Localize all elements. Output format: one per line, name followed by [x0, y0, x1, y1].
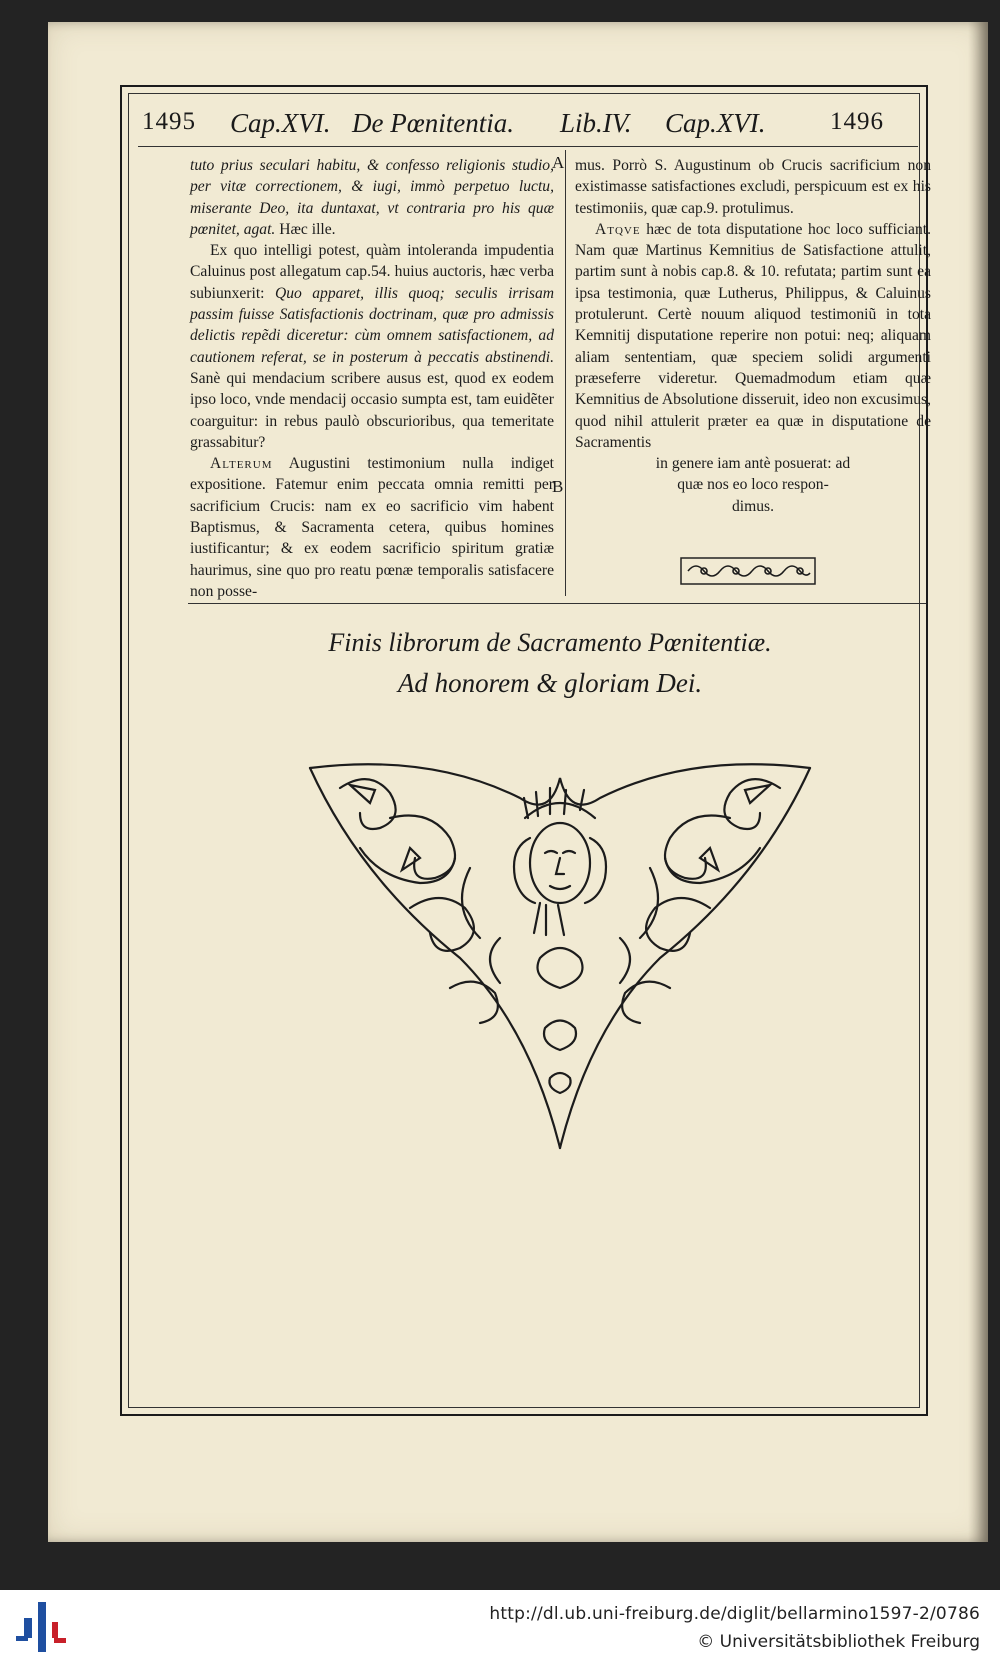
book-label: Lib.IV.	[560, 108, 632, 138]
margin-mark-b: B	[552, 477, 564, 496]
right-paragraph-2	[575, 219, 931, 453]
tailpiece-ornament	[300, 758, 820, 1158]
footer-bar	[0, 1590, 1000, 1662]
left-p3-text: Augustini testimonium nulla indiget expositione. Fatemur enim peccata omnia remitti per sacrificium Crucis: nam ex eo sacrificio vim habent Baptismus, & Sacramenta cetera, quibus homines iustificantur; & ex eodem sacrificio spiritum gratiæ haurimus, sine quo pro reatu pœnæ temporalis satisfacere non posse-	[190, 455, 554, 600]
left-p1-text: tuto prius seculari habitu, & confesso religionis studio, per vitæ correctionem, & iugi, immò perpetuo luctu, miserante Deo, ita duntaxat, vt contraria pro his quæ pœnitet, agat.	[190, 157, 554, 238]
left-p2-b: Sanè qui mendacium scribere ausus est, quod ex eodem ipso loco, vnde mendacij occasio sumpta est, tam euidẽter coarguitur: in rebus paulò obscurioribus, qua temeritate grassabitur?	[190, 369, 554, 451]
ad-honorem-line: Ad honorem & gloriam Dei.	[397, 668, 703, 698]
right-end-line-2: quæ nos eo loco respon-	[677, 476, 829, 494]
library-logo-icon	[14, 1600, 70, 1654]
page-number-right: 1496	[830, 108, 884, 135]
left-p2-a: Ex quo intelligi potest, quàm intoleranda impudentia Caluinus post allegatum cap.54. huius auctoris, hæc verba subiunxerit:	[190, 242, 554, 302]
header-rule	[138, 146, 918, 147]
permalink-url[interactable]: http://dl.ub.uni-freiburg.de/diglit/bellarmino1597-2/0786	[489, 1604, 980, 1624]
left-paragraph-2	[190, 240, 554, 453]
page-number-left: 1495	[142, 108, 196, 135]
page-spine-shadow	[968, 22, 988, 1542]
right-end-line-3: dimus.	[731, 497, 775, 515]
right-paragraph-1: mus. Porrò S. Augustinum ob Crucis sacrificium non existimasse satisfactiones excludi, perspicuum est ex his testimoniis, quæ cap.9. protulimus.	[575, 157, 931, 217]
finis-line: Finis librorum de Sacramento Pœnitentiæ.	[328, 628, 772, 657]
left-p2-quote: Quo apparet, illis quoq; seculis irrisam passim fuisse Satisfactionis doctrinam, quæ pro admissis delictis repẽdi diceretur: cùm omnem satisfactionem, ad cautionem referat, se in posterum à peccatis abstinendi.	[190, 284, 554, 366]
left-column	[190, 155, 554, 602]
chapter-right: Cap.XVI.	[665, 108, 766, 138]
chapter-left: Cap.XVI.	[230, 108, 331, 138]
left-paragraph-1	[190, 155, 554, 240]
left-p3-lead: Alterum	[210, 455, 273, 473]
running-header	[140, 108, 910, 148]
left-p1-end: Hæc ille.	[279, 220, 336, 238]
right-p2-text: hæc de tota disputatione hoc loco sufficiant. Nam quæ Martinus Kemnitius de Satisfactione attulit, partim sunt à nobis cap.8. & 10. refutata; partim sunt ea ipsa testimonia, quæ Lutherus, Philippus, & Caluinus protulerunt. Certè nouum aliquod testimoniũ in tota Kemnitij disputatione reperire non potui: neq; aliquam aliam sententiam, quæ speciem solidi argumenti præseferre videretur. Quemadmodum etiam quæ Kemnitius de Absolutione disseruit, ideo non excusimus, quod nihil attulerit præter ea quæ in disputatione de Sacramentis	[575, 220, 932, 451]
small-ornament	[680, 557, 816, 585]
right-column	[575, 155, 931, 517]
right-p2-lead: Atqve	[595, 220, 641, 238]
running-title: De Pœnitentia.	[352, 108, 514, 138]
copyright-notice: © Universitätsbibliothek Freiburg	[697, 1632, 980, 1652]
left-paragraph-3	[190, 453, 554, 602]
right-end-line-1: in genere iam antè posuerat: ad	[655, 455, 851, 473]
column-divider	[565, 150, 566, 596]
text-block-rule	[188, 603, 926, 604]
margin-mark-a: A	[552, 153, 565, 172]
